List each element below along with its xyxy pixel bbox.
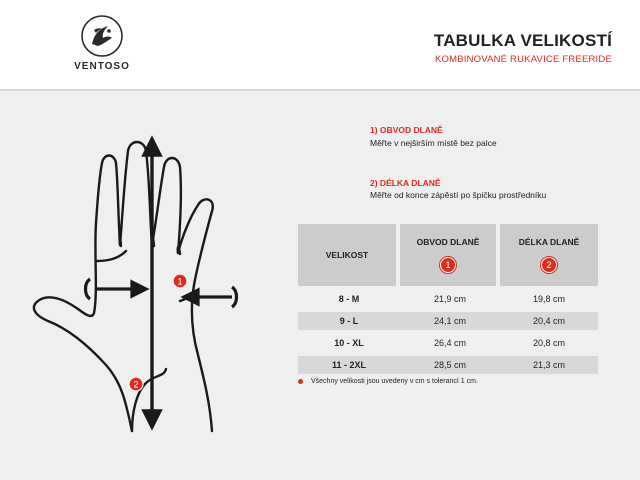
table-header (298, 224, 598, 286)
table-row (298, 334, 598, 352)
cell-girth: 26,4 cm (433, 338, 466, 348)
header-badge: 2 (541, 257, 557, 273)
ventoso-logo-icon (80, 14, 124, 58)
header-label: OBVOD DLANĚ (416, 237, 480, 247)
header-badge: 1 (440, 257, 456, 273)
header-label: VELIKOST (325, 250, 369, 260)
hand-marker-1: 1 (177, 276, 183, 287)
size-table (298, 224, 598, 374)
brand-name: VENTOSO (74, 61, 130, 72)
bullet-icon (298, 379, 303, 384)
cell-length: 21,3 cm (532, 360, 565, 370)
measurement-1-desc: Měřte v nejširším místě bez palce (370, 138, 497, 148)
measurement-2-desc: Měřte od konce zápěstí po špičku prostředníku (370, 190, 547, 200)
cell-girth: 28,5 cm (433, 360, 466, 370)
page-header (0, 0, 640, 90)
header-length (500, 224, 598, 286)
cell-length: 20,8 cm (532, 338, 565, 348)
cell-girth: 24,1 cm (433, 316, 466, 326)
table-row (298, 356, 598, 374)
cell-length: 19,8 cm (532, 294, 565, 304)
note-text: Všechny velikosti jsou uvedeny v cm s tolerancí 1 cm. (311, 378, 478, 385)
cell-girth: 21,9 cm (433, 294, 466, 304)
cell-size: 11 - 2XL (331, 360, 367, 370)
cell-length: 20,4 cm (532, 316, 565, 326)
measurement-2-title: 2) DÉLKA DLANĚ (370, 178, 441, 188)
cell-size: 10 - XL (334, 338, 364, 348)
header-size (298, 224, 396, 286)
cell-size: 8 - M (338, 294, 360, 304)
table-row (298, 290, 598, 308)
content-panel (0, 91, 640, 480)
page-title: TABULKA VELIKOSTÍ (433, 31, 612, 50)
cell-size: 9 - L (339, 316, 359, 326)
header-girth (400, 224, 496, 286)
tolerance-note (298, 378, 478, 385)
page-subtitle: KOMBINOVANÉ RUKAVICE FREERIDE (434, 54, 612, 65)
hand-outline-icon (14, 133, 254, 433)
hand-marker-2: 2 (133, 379, 139, 390)
brand-logo (72, 14, 132, 76)
table-row (298, 312, 598, 330)
header-label: DÉLKA DLANĚ (518, 237, 580, 247)
measurement-1-title: 1) OBVOD DLANĚ (370, 125, 443, 135)
